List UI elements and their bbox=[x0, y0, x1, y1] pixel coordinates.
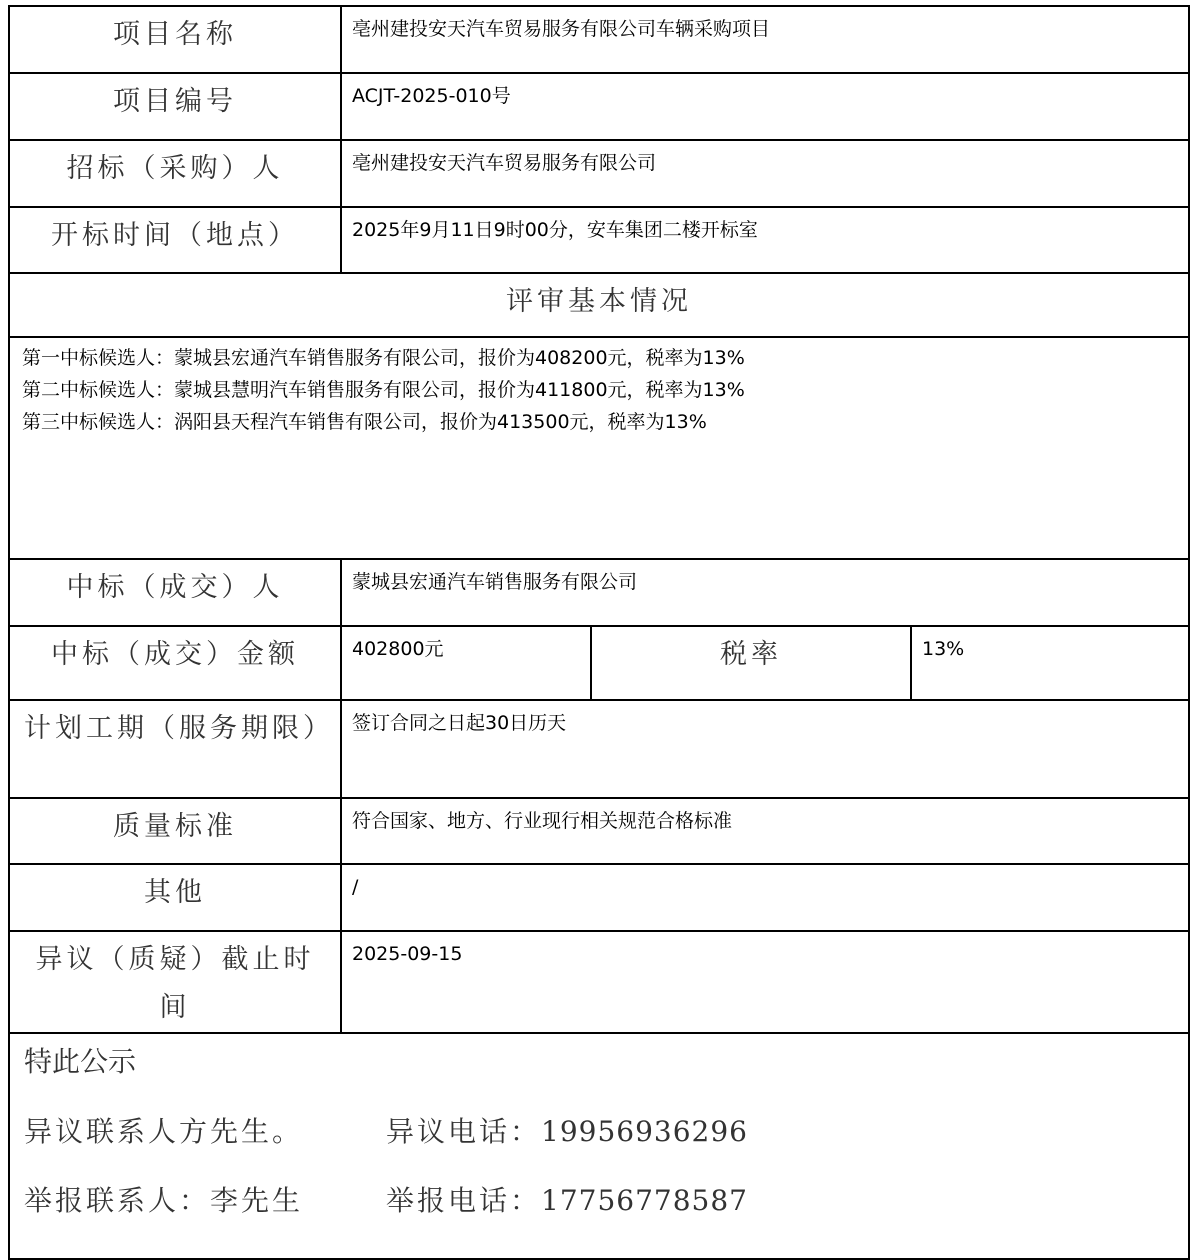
candidate-list bbox=[9, 337, 1189, 559]
row-candidates bbox=[9, 337, 1189, 559]
candidate-2: 第二中标候选人：蒙城县慧明汽车销售服务有限公司，报价为411800元，税率为13% bbox=[22, 379, 745, 401]
project-name-value: 亳州建投安天汽车贸易服务有限公司车辆采购项目 bbox=[341, 6, 1189, 73]
row-period bbox=[9, 700, 1189, 798]
objection-phone: 19956936296 bbox=[541, 1115, 748, 1148]
objection-phone-label: 异议电话： bbox=[386, 1115, 542, 1148]
opening-value: 2025年9月11日9时00分，安车集团二楼开标室 bbox=[341, 207, 1189, 273]
row-other bbox=[9, 864, 1189, 931]
amount-value: 402800元 bbox=[341, 626, 591, 700]
winner-label: 中标（成交）人 bbox=[9, 559, 341, 626]
other-value: / bbox=[341, 864, 1189, 931]
report-phone-label: 举报电话： bbox=[386, 1184, 542, 1217]
row-objection-deadline bbox=[9, 931, 1189, 1033]
other-label: 其他 bbox=[9, 864, 341, 931]
purchaser-value: 亳州建投安天汽车贸易服务有限公司 bbox=[341, 140, 1189, 207]
row-purchaser bbox=[9, 140, 1189, 207]
row-review-title bbox=[9, 273, 1189, 337]
review-section-title: 评审基本情况 bbox=[9, 273, 1189, 337]
row-project-no bbox=[9, 73, 1189, 140]
report-phone: 17756778587 bbox=[541, 1184, 748, 1217]
row-winner bbox=[9, 559, 1189, 626]
objection-deadline-value: 2025-09-15 bbox=[341, 931, 1189, 1033]
period-value: 签订合同之日起30日历天 bbox=[341, 700, 1189, 798]
period-label: 计划工期（服务期限） bbox=[9, 700, 341, 798]
winner-value: 蒙城县宏通汽车销售服务有限公司 bbox=[341, 559, 1189, 626]
tax-rate-label: 税率 bbox=[591, 626, 911, 700]
row-amount bbox=[9, 626, 1189, 700]
bid-result-table bbox=[8, 5, 1190, 1260]
row-project-name bbox=[9, 6, 1189, 73]
public-notice-text: 特此公示 bbox=[24, 1045, 137, 1078]
report-contact: 举报联系人：李先生 bbox=[24, 1184, 304, 1217]
opening-label: 开标时间（地点） bbox=[9, 207, 341, 273]
footer-contacts bbox=[9, 1033, 1189, 1259]
amount-label: 中标（成交）金额 bbox=[9, 626, 341, 700]
candidate-3: 第三中标候选人：涡阳县天程汽车销售有限公司，报价为413500元，税率为13% bbox=[22, 411, 707, 433]
project-no-value: ACJT-2025-010号 bbox=[341, 73, 1189, 140]
quality-value: 符合国家、地方、行业现行相关规范合格标准 bbox=[341, 798, 1189, 864]
quality-label: 质量标准 bbox=[9, 798, 341, 864]
objection-contact: 异议联系人方先生。 bbox=[24, 1115, 304, 1148]
project-name-label: 项目名称 bbox=[9, 6, 341, 73]
row-opening bbox=[9, 207, 1189, 273]
row-quality bbox=[9, 798, 1189, 864]
objection-deadline-label: 异议（质疑）截止时间 bbox=[9, 931, 341, 1033]
project-no-label: 项目编号 bbox=[9, 73, 341, 140]
tax-rate-value: 13% bbox=[911, 626, 1189, 700]
candidate-1: 第一中标候选人：蒙城县宏通汽车销售服务有限公司，报价为408200元，税率为13% bbox=[22, 347, 745, 369]
purchaser-label: 招标（采购）人 bbox=[9, 140, 341, 207]
row-footer bbox=[9, 1033, 1189, 1259]
